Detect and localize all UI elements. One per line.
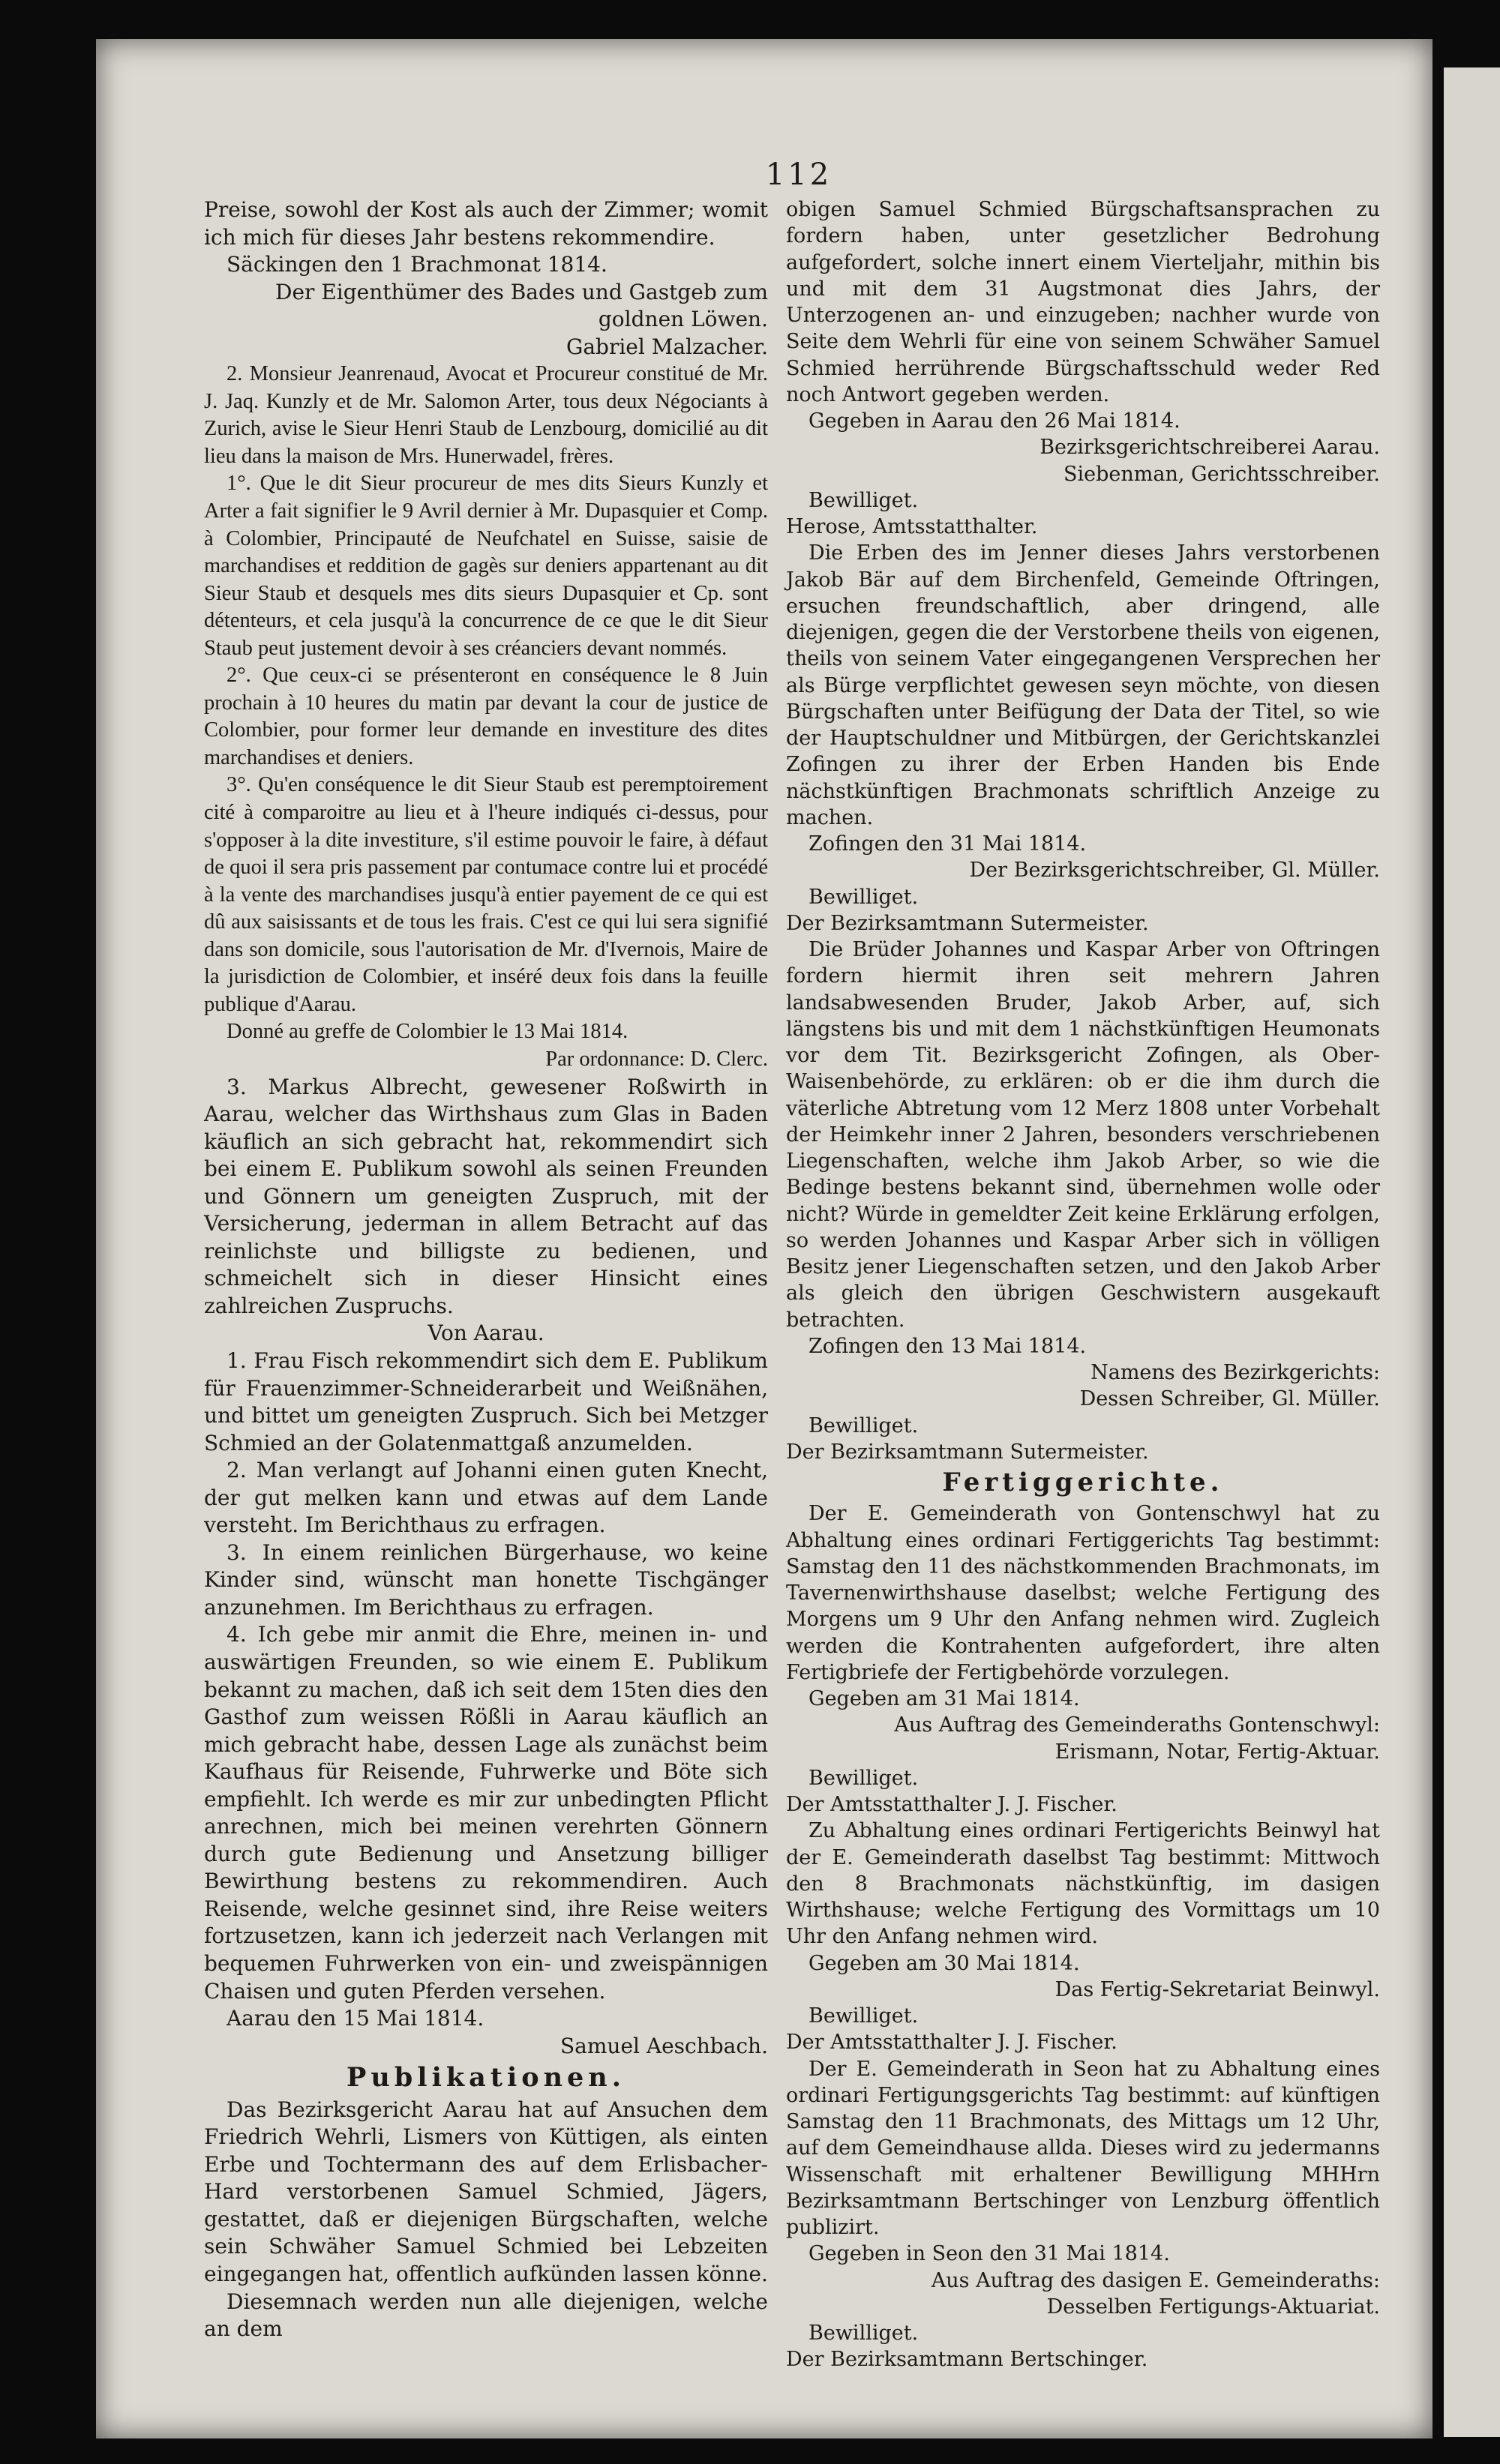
paragraph: Zofingen den 13 Mai 1814.: [808, 1334, 1087, 1358]
paragraph: Zofingen den 31 Mai 1814.: [808, 832, 1087, 856]
left-column: [204, 196, 768, 2343]
paragraph: Bezirksgerichtschreiberei Aarau.: [1040, 436, 1380, 460]
paragraph: Der E. Gemeinderath in Seon hat zu Abhaltung eines ordinari Fertigungsgerichts Tag bestimmt: auf künftigen Samstag den 11 Brachmonats, des Mittags um 12 Uhr, auf dem Gemeindhause allda. Dieses wird zu jedermanns Wissenschaft mit erhaltener Bewilligung MHHrn Bezirksamtmann Bertschinger von Lenzburg öffentlich publizirt.: [786, 2057, 1380, 2239]
section-heading: Publikationen.: [346, 2062, 626, 2094]
paragraph: Namens des Bezirkgerichts:: [1090, 1361, 1380, 1384]
next-page-edge: [1444, 67, 1500, 2437]
paragraph: 2°. Que ceux-ci se présenteront en conséquence le 8 Juin prochain à 10 heures du matin par devant la cour de justice de Colombier, pour former leur demande en investiture des dites marchandises et deniers.: [204, 664, 768, 769]
paragraph: Der Bezirksamtmann Sutermeister.: [786, 1440, 1149, 1464]
paragraph: Diesemnach werden nun alle diejenigen, welche an dem: [204, 2289, 768, 2342]
page-number: 112: [765, 157, 832, 192]
paragraph: 3. Markus Albrecht, gewesener Roßwirth in Aarau, welcher das Wirthshaus zum Glas in Baden käuflich an sich gebracht hat, rekommendirt sich bei einem E. Publikum sowohl als seinen Freunden und Gönnern um geneigten Zuspruch, mit der Versicherung, jederman in allem Betracht auf das reinlichste und billigste zu bedienen, und schmeichelt sich in dieser Hinsicht eines zahlreichen Zuspruchs.: [204, 1074, 768, 1318]
paragraph: 4. Ich gebe mir anmit die Ehre, meinen in- und auswärtigen Freunden, so wie einem E. Publikum bekannt zu machen, daß ich seit dem 15ten dies den Gasthof zum weissen Rößli in Aarau käuflich an mich gebracht habe, dessen Lage als zunächst beim Kaufhaus für Reisende, Fuhrwerke und Böte sich empfiehlt. Ich werde es mir zur unbedingten Pflicht anrechnen, mich bei meinen verehrten Gönnern durch gute Bedienung und Ansetzung billiger Bewirthung bestens zu rekommendiren. Auch Reisende, welche gesinnet sind, ihre Reise weiters fortzusetzen, kann ich jederzeit nach Verlangen mit bequemen Fuhrwerken von ein- und zweispännigen Chaisen und guten Pferden versehen.: [204, 1622, 768, 2004]
paragraph: Siebenman, Gerichtsschreiber.: [1064, 462, 1380, 486]
paragraph: Von Aarau.: [428, 1320, 544, 1346]
paragraph: Bewilliget.: [808, 2004, 919, 2028]
section-heading: Fertiggerichte.: [942, 1467, 1224, 1497]
paragraph: Der Amtsstatthalter J. J. Fischer.: [786, 1793, 1118, 1816]
paragraph: Aus Auftrag des dasigen E. Gemeinderaths:: [931, 2268, 1380, 2292]
paragraph: Gegeben in Seon den 31 Mai 1814.: [808, 2242, 1170, 2266]
paragraph: Samuel Aeschbach.: [560, 2033, 768, 2058]
paragraph: Gegeben am 31 Mai 1814.: [808, 1687, 1080, 1710]
paragraph: Aus Auftrag des Gemeinderaths Gontenschwyl:: [894, 1713, 1380, 1737]
paragraph: Das Bezirksgericht Aarau hat auf Ansuchen dem Friedrich Wehrli, Lismers von Küttigen, als einten Erbe und Tochtermann des auf dem Erlisbacher-Hard verstorbenen Samuel Schmied, Jägers, gestattet, daß er diejenigen Bürgschaften, welche sein Schwäher Samuel Schmied bei Lebzeiten eingegangen hat, offentlich aufkünden lassen könne.: [204, 2097, 768, 2287]
paragraph: Bewilliget.: [808, 2322, 919, 2345]
paragraph: Säckingen den 1 Brachmonat 1814.: [226, 252, 608, 277]
paragraph: Der Eigenthümer des Bades und Gastgeb zum goldnen Löwen.: [275, 279, 768, 332]
paragraph: Zu Abhaltung eines ordinari Fertigerichts Beinwyl hat der E. Gemeinderath daselbst Tag bestimmt: Mittwoch den 8 Brachmonats nächstkünftig, im dasigen Wirthshause; welche Fertigung des Vormittags um 10 Uhr den Anfang nehmen wird.: [786, 1819, 1380, 1949]
paragraph: Der Bezirksamtmann Sutermeister.: [786, 911, 1149, 935]
paragraph: Der Bezirksgerichtschreiber, Gl. Müller.: [969, 859, 1380, 883]
paragraph: Der E. Gemeinderath von Gontenschwyl hat zu Abhaltung eines ordinari Fertiggerichts Tag bestimmt: Samstag den 11 des nächstkommenden Brachmonats, im Tavernenwirthshause daselbst; welche Fertigung des Morgens um 9 Uhr den Anfang nehmen wird. Zugleich werden die Kontrahenten aufgefordert, ihre alten Fertigbriefe der Fertigbehörde vorzulegen.: [786, 1502, 1380, 1684]
paragraph: Die Erben des im Jenner dieses Jahrs verstorbenen Jakob Bär auf dem Birchenfeld, Gemeinde Oftringen, ersuchen freundschaftlich, aber dringend, alle diejenigen, gegen die der Verstorbene theils von eigenen, theils von seinem Vater eingegangenen Versprechen her als Bürge verpflichtet gewesen seyn möchte, von diesen Bürgschaften unter Beifügung der Data der Titel, so wie der Hauptschuldner und Mitbürgen, der Gerichtskanzlei Zofingen zu ihrer der Erben Handen bis Ende nächstkünftigen Brachmonats schriftlich Anzeige zu machen.: [786, 541, 1380, 829]
paragraph: 1°. Que le dit Sieur procureur de mes dits Sieurs Kunzly et Arter a fait signifier le 9 Avril dernier à Mr. Dupasquier et Comp. à Colombier, Principauté de Neufchatel en Suisse, saisie de marchandises et reddition de gagès sur deniers appartenant au dit Sieur Staub et desquels mes dits sieurs Dupasquier et Cp. sont détenteurs, et cela jusqu'à la concurrence de ce que le dit Sieur Staub peut justement devoir à ses créanciers devant nommés.: [204, 472, 768, 660]
paragraph: Preise, sowohl der Kost als auch der Zimmer; womit ich mich für dieses Jahr bestens rekommendire.: [204, 197, 768, 250]
paragraph: Herose, Amtsstatthalter.: [786, 515, 1038, 538]
paragraph: Der Bezirksamtmann Bertschinger.: [786, 2348, 1148, 2372]
paragraph: Par ordonnance: D. Clerc.: [545, 1047, 768, 1071]
paragraph: Die Brüder Johannes und Kaspar Arber von Oftringen fordern hiermit ihren seit mehrern Jahren landsabwesenden Bruder, Jakob Arber, auf, sich längstens bis und mit dem 1 nächstkünftigen Heumonats vor dem Tit. Bezirksgericht Zofingen, als Ober-Waisenbehörde, zu erklären: ob er die ihm durch die väterliche Abtretung vom 12 Merz 1808 unter Vorbehalt der Heimkehr inner 2 Jahren, besonders verschriebenen Liegenschaften, welche ihm Jakob Arber, so wie die Bedinge bestens bekannt sind, übernehmen wolle oder nicht? Würde in gemeldter Zeit keine Erklärung erfolgen, so werden Johannes und Kaspar Arber sich in völligen Besitz jener Liegenschaften setzen, und den Jakob Arber als gleich den übrigen Geschwistern ausgekauft betrachten.: [786, 938, 1380, 1332]
paragraph: Gabriel Malzacher.: [566, 334, 768, 359]
paragraph: Gegeben in Aarau den 26 Mai 1814.: [808, 409, 1180, 433]
paragraph: Bewilliget.: [808, 488, 919, 512]
paragraph: Dessen Schreiber, Gl. Müller.: [1079, 1387, 1380, 1411]
paragraph: Aarau den 15 Mai 1814.: [226, 2006, 484, 2031]
paragraph: Bewilliget.: [808, 885, 919, 909]
right-column: [786, 196, 1380, 2373]
paragraph: Donné au greffe de Colombier le 13 Mai 1814.: [226, 1020, 628, 1044]
paragraph: Erismann, Notar, Fertig-Aktuar.: [1054, 1740, 1380, 1764]
paragraph: Der Amtsstatthalter J. J. Fischer.: [786, 2031, 1118, 2055]
paragraph: 2. Man verlangt auf Johanni einen guten Knecht, der gut melken kann und etwas auf dem Lande versteht. Im Berichthaus zu erfragen.: [204, 1458, 768, 1538]
paragraph: Bewilliget.: [808, 1766, 919, 1790]
paragraph: Bewilliget.: [808, 1413, 919, 1437]
paragraph: Gegeben am 30 Mai 1814.: [808, 1951, 1080, 1975]
paragraph: Das Fertig-Sekretariat Beinwyl.: [1054, 1977, 1380, 2001]
paragraph: 3. In einem reinlichen Bürgerhause, wo keine Kinder sind, wünscht man honette Tischgänger anzunehmen. Im Berichthaus zu erfragen.: [204, 1539, 768, 1620]
paragraph: Desselben Fertigungs-Aktuariat.: [1046, 2295, 1380, 2319]
paragraph: 3°. Qu'en conséquence le dit Sieur Staub est peremptoirement cité à comparoitre au lieu et à l'heure indiqués ci-dessus, pour s'opposer à la dite investiture, s'il estime pouvoir le faire, à défaut de quoi il sera pris passement par contumace contre lui et procédé à la vente des marchandises jusqu'à entier payement de ce qui est dû aux saisissants et de tous les frais. C'est ce qui lui sera signifié dans son domicile, sous l'autorisation de Mr. d'Ivernois, Maire de la jurisdiction de Colombier, et inséré deux fois dans la feuille publique d'Aarau.: [204, 773, 768, 1016]
paragraph: obigen Samuel Schmied Bürgschaftsansprachen zu fordern haben, unter gesetzlicher Bedrohung aufgefordert, solche innert einem Vierteljahr, mithin bis und mit dem 31 Augstmonat dies Jahrs, der Unterzogenen an- und einzugeben; nachher wurde von Seite dem Wehrli für eine von seinem Schwäher Samuel Schmied herrührende Bürgschaftsschuld weder Red noch Antwort gegeben werden.: [786, 198, 1380, 406]
paragraph: 2. Monsieur Jeanrenaud, Avocat et Procureur constitué de Mr. J. Jaq. Kunzly et de Mr. Salomon Arter, tous deux Négociants à Zurich, avise le Sieur Henri Staub de Lenzbourg, domicilié au dit lieu dans la maison de Mrs. Hunerwadel, frères.: [204, 362, 768, 468]
paragraph: 1. Frau Fisch rekommendirt sich dem E. Publikum für Frauenzimmer-Schneiderarbeit und Weißnähen, und bittet um geneigten Zuspruch. Sich bei Metzger Schmied an der Golatenmattgaß anzumelden.: [204, 1347, 768, 1455]
